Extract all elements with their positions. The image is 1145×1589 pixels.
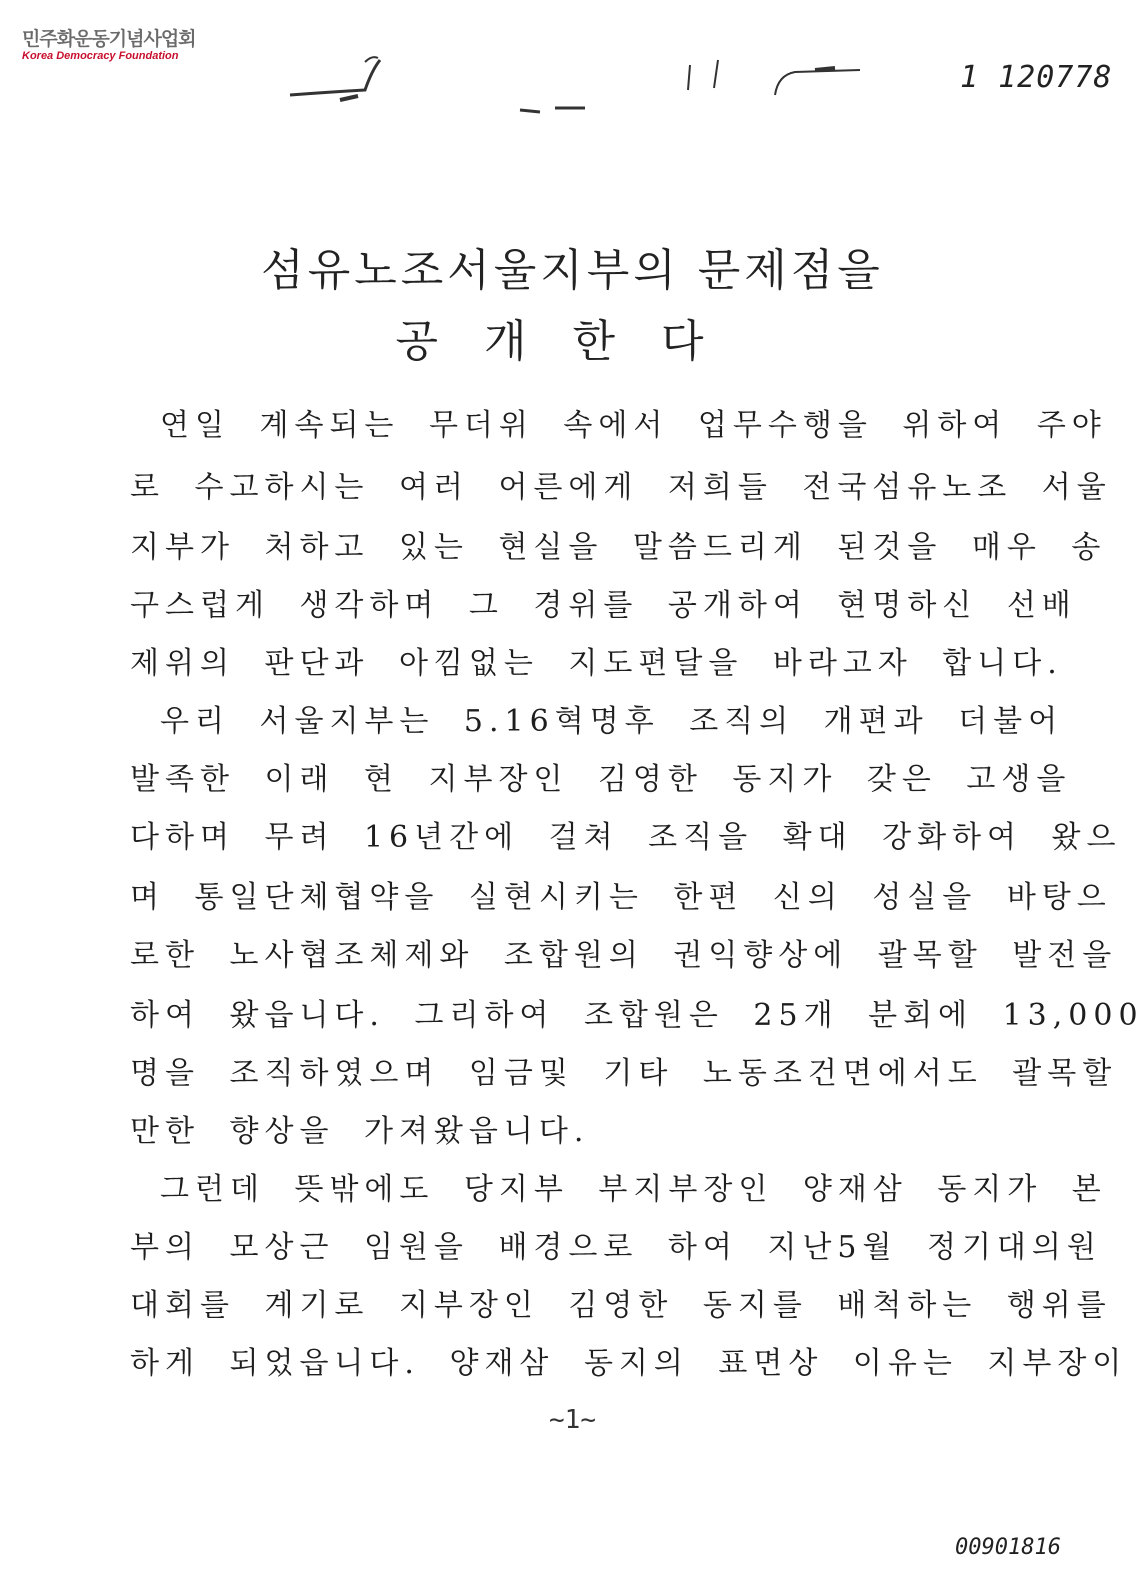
body-line-1: 연일 계속되는 무더위 속에서 업무수행을 위하여 주야 xyxy=(160,408,1107,443)
body-line-4: 구스럽게 생각하며 그 경위를 공개하여 현명하신 선배 xyxy=(130,588,1077,623)
body-line-5: 제위의 판단과 아낌없는 지도편달을 바라고자 합니다. xyxy=(130,646,1063,681)
body-line-11: 하여 왔읍니다. 그리하여 조합원은 25개 분회에 13,000 xyxy=(130,998,1144,1033)
body-line-7: 발족한 이래 현 지부장인 김영한 동지가 갖은 고생을 xyxy=(130,762,1072,797)
body-line-13: 만한 향상을 가져왔읍니다. xyxy=(130,1114,590,1149)
document-title-line-1: 섬유노조서울지부의 문제점을 xyxy=(261,245,884,296)
body-line-14: 그런데 뜻밖에도 당지부 부지부장인 양재삼 동지가 본 xyxy=(160,1172,1107,1207)
document-number: 1 120778 xyxy=(960,60,1113,95)
document-title-line-2: 공개한다 xyxy=(395,316,750,367)
page-number: ~1~ xyxy=(549,1405,596,1435)
body-line-17: 하게 되었읍니다. 양재삼 동지의 표면상 이유는 지부장이 xyxy=(130,1346,1128,1381)
body-line-10: 로한 노사협조체제와 조합원의 권익향상에 괄목할 발전을 xyxy=(130,938,1118,973)
body-line-16: 대회를 계기로 지부장인 김영한 동지를 배척하는 행위를 xyxy=(130,1288,1112,1323)
logo-english-text: Korea Democracy Foundation xyxy=(22,50,179,62)
archive-id: 00901816 xyxy=(955,1535,1061,1560)
body-line-9: 며 통일단체협약을 실현시키는 한편 신의 성실을 바탕으 xyxy=(130,880,1112,915)
body-line-15: 부의 모상근 임원을 배경으로 하여 지난5월 정기대의원 xyxy=(130,1230,1102,1265)
logo-korean-text: 민주화운동기념사업회 xyxy=(22,28,196,50)
body-line-2: 로 수고하시는 여러 어른에게 저희들 전국섬유노조 서울 xyxy=(130,470,1112,505)
body-line-6: 우리 서울지부는 5.16혁명후 조직의 개편과 더불어 xyxy=(160,704,1064,739)
body-line-8: 다하며 무려 16년간에 걸쳐 조직을 확대 강화하여 왔으 xyxy=(130,820,1122,855)
body-line-12: 명을 조직하였으며 임금및 기타 노동조건면에서도 괄목할 xyxy=(130,1056,1118,1091)
body-line-3: 지부가 처하고 있는 현실을 말씀드리게 된것을 매우 송 xyxy=(130,530,1107,565)
